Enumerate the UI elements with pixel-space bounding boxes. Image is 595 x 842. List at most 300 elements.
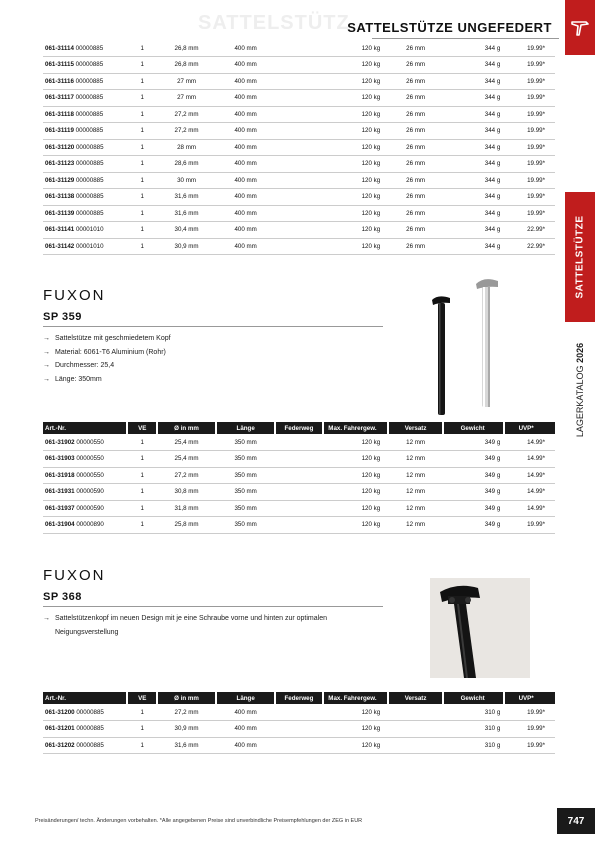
table-cell-ve: 1 bbox=[127, 484, 157, 501]
table-cell-len: 400 mm bbox=[216, 737, 275, 754]
table-cell-off: 26 mm bbox=[388, 123, 443, 140]
table-cell-fed bbox=[275, 451, 323, 468]
article-number: 061-31120 bbox=[45, 143, 75, 151]
table-row bbox=[43, 73, 555, 90]
article-number-cell bbox=[43, 434, 127, 451]
ean-code: 00000885 bbox=[75, 61, 104, 69]
table-cell-d: 26,8 mm bbox=[157, 57, 216, 74]
column-header: Gewicht bbox=[443, 422, 504, 434]
table-cell-fed bbox=[275, 500, 323, 517]
table-cell-d: 31,6 mm bbox=[157, 189, 216, 206]
table-cell-len: 350 mm bbox=[216, 484, 275, 501]
table-cell-len: 400 mm bbox=[216, 205, 275, 222]
table-cell-fed bbox=[275, 238, 323, 255]
ghost-title: SATTELSTÜTZ bbox=[198, 12, 350, 34]
article-number-cell bbox=[43, 517, 127, 534]
table-cell-fed bbox=[275, 139, 323, 156]
table-cell-p: 19.99* bbox=[504, 40, 555, 57]
article-number-cell bbox=[43, 451, 127, 468]
table-cell-fed bbox=[275, 189, 323, 206]
table-cell-p: 14.99* bbox=[504, 500, 555, 517]
column-header: Ø in mm bbox=[157, 422, 216, 434]
table-row bbox=[43, 434, 555, 451]
article-number: 061-31200 bbox=[45, 708, 75, 716]
table-cell-len: 350 mm bbox=[216, 467, 275, 484]
table-cell-w: 344 g bbox=[443, 40, 504, 57]
table-cell-w: 349 g bbox=[443, 500, 504, 517]
table-cell-max: 120 kg bbox=[323, 484, 388, 501]
article-number: 061-31201 bbox=[45, 725, 75, 733]
table-cell-w: 349 g bbox=[443, 434, 504, 451]
table-row bbox=[43, 704, 555, 721]
table-cell-fed bbox=[275, 73, 323, 90]
table-cell-off: 26 mm bbox=[388, 90, 443, 107]
column-header: Länge bbox=[216, 422, 275, 434]
table-cell-max: 120 kg bbox=[323, 189, 388, 206]
article-number: 061-31129 bbox=[45, 176, 75, 184]
article-number: 061-31119 bbox=[45, 127, 74, 135]
table-cell-max: 120 kg bbox=[323, 704, 388, 721]
table-cell-off: 26 mm bbox=[388, 73, 443, 90]
table-cell-ve: 1 bbox=[127, 737, 157, 754]
ean-code: 00000885 bbox=[75, 110, 104, 118]
table-cell-ve: 1 bbox=[127, 721, 157, 738]
article-number: 061-31142 bbox=[45, 242, 75, 250]
table-row bbox=[43, 238, 555, 255]
column-header: Federweg bbox=[275, 692, 323, 704]
table-cell-d: 31,6 mm bbox=[157, 205, 216, 222]
table-cell-max: 120 kg bbox=[323, 500, 388, 517]
seatpost-photo-black bbox=[424, 290, 464, 420]
table-cell-off: 12 mm bbox=[388, 484, 443, 501]
table-cell-len: 400 mm bbox=[216, 73, 275, 90]
table-cell-p: 19.99* bbox=[504, 57, 555, 74]
table-cell-fed bbox=[275, 704, 323, 721]
article-number-cell bbox=[43, 721, 127, 738]
table-cell-ve: 1 bbox=[127, 467, 157, 484]
table-cell-ve: 1 bbox=[127, 139, 157, 156]
table-cell-len: 400 mm bbox=[216, 106, 275, 123]
feature-list bbox=[43, 332, 171, 386]
table-cell-fed bbox=[275, 123, 323, 140]
ean-code: 00000885 bbox=[76, 708, 104, 716]
table-cell-p: 19.99* bbox=[504, 139, 555, 156]
table-row bbox=[43, 123, 555, 140]
table-cell-ve: 1 bbox=[127, 73, 157, 90]
table-cell-d: 28,6 mm bbox=[157, 156, 216, 173]
table-cell-max: 120 kg bbox=[323, 238, 388, 255]
ean-code: 00000885 bbox=[75, 94, 104, 102]
table-cell-len: 350 mm bbox=[216, 500, 275, 517]
table-cell-off: 26 mm bbox=[388, 57, 443, 74]
table-cell-w: 310 g bbox=[443, 721, 504, 738]
table-cell-d: 30,9 mm bbox=[157, 238, 216, 255]
table-cell-max: 120 kg bbox=[323, 106, 388, 123]
table-cell-w: 344 g bbox=[443, 205, 504, 222]
model-divider bbox=[43, 606, 383, 607]
table-cell-off: 12 mm bbox=[388, 517, 443, 534]
table-cell-off: 26 mm bbox=[388, 238, 443, 255]
table-cell-p: 22.99* bbox=[504, 238, 555, 255]
table-cell-max: 120 kg bbox=[323, 172, 388, 189]
table-cell-p: 19.99* bbox=[504, 704, 555, 721]
table-cell-w: 344 g bbox=[443, 222, 504, 239]
table-cell-p: 14.99* bbox=[504, 434, 555, 451]
ean-code: 00001010 bbox=[75, 226, 104, 234]
model-divider bbox=[43, 326, 383, 327]
catalog-label-text: LAGERKATALOG bbox=[575, 365, 585, 438]
table-cell-d: 27,2 mm bbox=[157, 467, 216, 484]
table-cell-d: 30,4 mm bbox=[157, 222, 216, 239]
table-cell-len: 400 mm bbox=[216, 57, 275, 74]
column-header: VE bbox=[127, 422, 157, 434]
feature-item: → Material: 6061-T6 Aluminium (Rohr) bbox=[43, 346, 171, 360]
article-number-cell bbox=[43, 238, 127, 255]
table-cell-p: 19.99* bbox=[504, 205, 555, 222]
ean-code: 00000885 bbox=[75, 44, 104, 52]
table-cell-max: 120 kg bbox=[323, 721, 388, 738]
table-cell-len: 400 mm bbox=[216, 156, 275, 173]
table-row bbox=[43, 737, 555, 754]
table-cell-p: 14.99* bbox=[504, 467, 555, 484]
article-number-cell bbox=[43, 484, 127, 501]
article-number: 061-31123 bbox=[45, 160, 75, 168]
table-cell-p: 22.99* bbox=[504, 222, 555, 239]
table-row bbox=[43, 500, 555, 517]
article-number-cell bbox=[43, 123, 127, 140]
ean-code: 00000890 bbox=[76, 521, 104, 529]
spec-table-top bbox=[43, 40, 555, 255]
table-cell-len: 400 mm bbox=[216, 238, 275, 255]
table-cell-d: 26,8 mm bbox=[157, 40, 216, 57]
title-divider bbox=[372, 38, 559, 39]
table-cell-max: 120 kg bbox=[323, 139, 388, 156]
article-number-cell bbox=[43, 156, 127, 173]
table-cell-len: 400 mm bbox=[216, 172, 275, 189]
table-cell-len: 400 mm bbox=[216, 40, 275, 57]
table-cell-max: 120 kg bbox=[323, 222, 388, 239]
table-cell-max: 120 kg bbox=[323, 40, 388, 57]
table-cell-w: 344 g bbox=[443, 238, 504, 255]
catalog-label bbox=[567, 330, 593, 450]
seatpost-icon bbox=[569, 17, 591, 39]
table-cell-max: 120 kg bbox=[323, 123, 388, 140]
ean-code: 00000550 bbox=[76, 471, 104, 479]
catalog-year: 2026 bbox=[575, 342, 585, 363]
article-number-cell bbox=[43, 106, 127, 123]
table-cell-p: 19.99* bbox=[504, 172, 555, 189]
table-cell-d: 25,4 mm bbox=[157, 434, 216, 451]
article-number: 061-31904 bbox=[45, 521, 75, 529]
table-cell-len: 350 mm bbox=[216, 517, 275, 534]
ean-code: 00000885 bbox=[75, 193, 104, 201]
ean-code: 00000590 bbox=[76, 504, 104, 512]
table-row bbox=[43, 189, 555, 206]
table-cell-p: 19.99* bbox=[504, 73, 555, 90]
table-cell-d: 28 mm bbox=[157, 139, 216, 156]
table-row bbox=[43, 205, 555, 222]
column-header: Länge bbox=[216, 692, 275, 704]
table-cell-ve: 1 bbox=[127, 238, 157, 255]
article-number-cell bbox=[43, 704, 127, 721]
ean-code: 00000885 bbox=[76, 725, 104, 733]
table-cell-fed bbox=[275, 205, 323, 222]
table-cell-d: 25,4 mm bbox=[157, 451, 216, 468]
table-cell-off: 26 mm bbox=[388, 139, 443, 156]
table-row bbox=[43, 721, 555, 738]
table-cell-d: 30,9 mm bbox=[157, 721, 216, 738]
table-cell-ve: 1 bbox=[127, 106, 157, 123]
feature-item: → Durchmesser: 25,4 bbox=[43, 359, 171, 373]
table-cell-d: 27,2 mm bbox=[157, 123, 216, 140]
table-cell-ve: 1 bbox=[127, 90, 157, 107]
table-cell-d: 30 mm bbox=[157, 172, 216, 189]
article-number: 061-31116 bbox=[45, 77, 74, 85]
article-number: 061-31114 bbox=[45, 44, 74, 52]
article-number: 061-31903 bbox=[45, 455, 75, 463]
table-cell-len: 350 mm bbox=[216, 434, 275, 451]
article-number-cell bbox=[43, 172, 127, 189]
column-header: Versatz bbox=[388, 692, 443, 704]
table-cell-w: 344 g bbox=[443, 90, 504, 107]
spec-table-sp359 bbox=[43, 422, 555, 534]
table-row bbox=[43, 90, 555, 107]
table-cell-p: 14.99* bbox=[504, 451, 555, 468]
article-number-cell bbox=[43, 500, 127, 517]
table-cell-off: 26 mm bbox=[388, 40, 443, 57]
article-number: 061-31902 bbox=[45, 438, 75, 446]
article-number: 061-31118 bbox=[45, 110, 74, 118]
table-cell-p: 19.99* bbox=[504, 737, 555, 754]
table-cell-max: 120 kg bbox=[323, 156, 388, 173]
table-cell-len: 400 mm bbox=[216, 123, 275, 140]
table-cell-max: 120 kg bbox=[323, 434, 388, 451]
category-tab-side bbox=[565, 192, 595, 322]
table-cell-w: 344 g bbox=[443, 189, 504, 206]
table-cell-w: 344 g bbox=[443, 172, 504, 189]
table-cell-ve: 1 bbox=[127, 451, 157, 468]
table-cell-p: 19.99* bbox=[504, 123, 555, 140]
spec-table-sp368 bbox=[43, 692, 555, 754]
table-row bbox=[43, 517, 555, 534]
table-row bbox=[43, 172, 555, 189]
table-row bbox=[43, 484, 555, 501]
table-cell-w: 344 g bbox=[443, 156, 504, 173]
table-cell-fed bbox=[275, 434, 323, 451]
table-row bbox=[43, 40, 555, 57]
table-cell-max: 120 kg bbox=[323, 451, 388, 468]
column-header: Ø in mm bbox=[157, 692, 216, 704]
table-cell-fed bbox=[275, 106, 323, 123]
ean-code: 00000550 bbox=[76, 438, 104, 446]
brand-logo: FUXON bbox=[43, 287, 106, 304]
article-number-cell bbox=[43, 57, 127, 74]
table-row bbox=[43, 222, 555, 239]
table-cell-fed bbox=[275, 517, 323, 534]
table-cell-off: 12 mm bbox=[388, 451, 443, 468]
table-cell-ve: 1 bbox=[127, 222, 157, 239]
table-cell-len: 400 mm bbox=[216, 189, 275, 206]
table-cell-d: 31,6 mm bbox=[157, 737, 216, 754]
article-number: 061-31117 bbox=[45, 94, 74, 102]
table-cell-w: 349 g bbox=[443, 451, 504, 468]
column-header: UVP* bbox=[504, 692, 555, 704]
table-cell-len: 400 mm bbox=[216, 222, 275, 239]
table-cell-len: 400 mm bbox=[216, 139, 275, 156]
ean-code: 00000885 bbox=[75, 77, 104, 85]
model-title: SP 368 bbox=[43, 591, 82, 603]
page-title: SATTELSTÜTZE UNGEFEDERT bbox=[347, 20, 552, 35]
article-number-cell bbox=[43, 205, 127, 222]
table-cell-max: 120 kg bbox=[323, 205, 388, 222]
table-cell-w: 349 g bbox=[443, 467, 504, 484]
feature-item: → Sattelstützenkopf im neuen Design mit je eine Schraube vorne und hinten zur optimalen Neigungsverstellung bbox=[43, 612, 373, 639]
ean-code: 00000885 bbox=[75, 176, 104, 184]
brand-logo: FUXON bbox=[43, 567, 106, 584]
table-cell-p: 14.99* bbox=[504, 484, 555, 501]
feature-item: → Sattelstütze mit geschmiedetem Kopf bbox=[43, 332, 171, 346]
table-cell-off: 26 mm bbox=[388, 189, 443, 206]
article-number: 061-31937 bbox=[45, 504, 75, 512]
table-cell-fed bbox=[275, 721, 323, 738]
column-header: Versatz bbox=[388, 422, 443, 434]
table-row bbox=[43, 139, 555, 156]
table-cell-max: 120 kg bbox=[323, 90, 388, 107]
article-number-cell bbox=[43, 139, 127, 156]
article-number-cell bbox=[43, 737, 127, 754]
model-title: SP 359 bbox=[43, 311, 82, 323]
seatpost-photo-sp368 bbox=[430, 578, 530, 678]
table-cell-d: 27 mm bbox=[157, 90, 216, 107]
ean-code: 00000885 bbox=[75, 160, 104, 168]
article-number: 061-31918 bbox=[45, 471, 75, 479]
table-cell-off: 26 mm bbox=[388, 222, 443, 239]
table-cell-d: 31,8 mm bbox=[157, 500, 216, 517]
table-cell-p: 19.99* bbox=[504, 517, 555, 534]
table-cell-fed bbox=[275, 172, 323, 189]
table-cell-off: 12 mm bbox=[388, 467, 443, 484]
column-header: Federweg bbox=[275, 422, 323, 434]
ean-code: 00000885 bbox=[75, 209, 104, 217]
table-cell-len: 400 mm bbox=[216, 704, 275, 721]
table-row bbox=[43, 451, 555, 468]
article-number: 061-31115 bbox=[45, 61, 74, 69]
table-cell-d: 27,2 mm bbox=[157, 106, 216, 123]
article-number: 061-31931 bbox=[45, 488, 75, 496]
ean-code: 00001010 bbox=[75, 242, 104, 250]
table-cell-off: 12 mm bbox=[388, 434, 443, 451]
table-cell-ve: 1 bbox=[127, 500, 157, 517]
table-cell-fed bbox=[275, 156, 323, 173]
table-cell-len: 400 mm bbox=[216, 721, 275, 738]
table-cell-off bbox=[388, 704, 443, 721]
table-cell-d: 25,8 mm bbox=[157, 517, 216, 534]
table-cell-d: 27 mm bbox=[157, 73, 216, 90]
column-header: Max. Fahrergew. bbox=[323, 422, 388, 434]
table-cell-off: 26 mm bbox=[388, 172, 443, 189]
table-cell-fed bbox=[275, 90, 323, 107]
table-cell-w: 344 g bbox=[443, 57, 504, 74]
table-cell-fed bbox=[275, 57, 323, 74]
table-cell-fed bbox=[275, 737, 323, 754]
article-number-cell bbox=[43, 73, 127, 90]
table-cell-ve: 1 bbox=[127, 57, 157, 74]
article-number: 061-31141 bbox=[45, 226, 75, 234]
table-cell-ve: 1 bbox=[127, 40, 157, 57]
table-cell-max: 120 kg bbox=[323, 73, 388, 90]
article-number-cell bbox=[43, 90, 127, 107]
table-cell-fed bbox=[275, 40, 323, 57]
table-cell-off bbox=[388, 721, 443, 738]
table-cell-ve: 1 bbox=[127, 205, 157, 222]
table-cell-w: 344 g bbox=[443, 106, 504, 123]
column-header: Max. Fahrergew. bbox=[323, 692, 388, 704]
table-cell-max: 120 kg bbox=[323, 467, 388, 484]
article-number: 061-31139 bbox=[45, 209, 75, 217]
table-cell-w: 344 g bbox=[443, 139, 504, 156]
table-cell-ve: 1 bbox=[127, 517, 157, 534]
table-row bbox=[43, 467, 555, 484]
page-number: 747 bbox=[557, 808, 595, 834]
table-cell-p: 19.99* bbox=[504, 106, 555, 123]
table-cell-max: 120 kg bbox=[323, 737, 388, 754]
table-cell-len: 350 mm bbox=[216, 451, 275, 468]
category-tab-top bbox=[565, 0, 595, 55]
table-cell-p: 19.99* bbox=[504, 156, 555, 173]
seatpost-photo-silver bbox=[468, 272, 508, 412]
column-header: UVP* bbox=[504, 422, 555, 434]
column-header: Gewicht bbox=[443, 692, 504, 704]
table-cell-off: 26 mm bbox=[388, 156, 443, 173]
table-cell-ve: 1 bbox=[127, 156, 157, 173]
feature-item: → Länge: 350mm bbox=[43, 373, 171, 387]
table-cell-d: 30,8 mm bbox=[157, 484, 216, 501]
ean-code: 00000590 bbox=[76, 488, 104, 496]
ean-code: 00000550 bbox=[76, 455, 104, 463]
table-cell-ve: 1 bbox=[127, 189, 157, 206]
table-cell-d: 27,2 mm bbox=[157, 704, 216, 721]
table-cell-off: 26 mm bbox=[388, 205, 443, 222]
article-number-cell bbox=[43, 222, 127, 239]
table-cell-max: 120 kg bbox=[323, 57, 388, 74]
footer-disclaimer: Preisänderungen/ techn. Änderungen vorbehalten. *Alle angegebenen Preise sind unverbindliche Preisempfehlungen der ZEG in EUR bbox=[35, 818, 363, 824]
table-cell-p: 19.99* bbox=[504, 189, 555, 206]
table-cell-p: 19.99* bbox=[504, 90, 555, 107]
ean-code: 00000885 bbox=[75, 143, 104, 151]
table-cell-w: 344 g bbox=[443, 123, 504, 140]
table-cell-fed bbox=[275, 484, 323, 501]
table-cell-ve: 1 bbox=[127, 123, 157, 140]
article-number-cell bbox=[43, 467, 127, 484]
category-tab-label: SATTELSTÜTZE bbox=[574, 215, 586, 299]
table-cell-len: 400 mm bbox=[216, 90, 275, 107]
article-number-cell bbox=[43, 189, 127, 206]
table-cell-ve: 1 bbox=[127, 434, 157, 451]
table-cell-off: 12 mm bbox=[388, 500, 443, 517]
table-cell-w: 310 g bbox=[443, 737, 504, 754]
table-cell-w: 310 g bbox=[443, 704, 504, 721]
table-cell-w: 349 g bbox=[443, 484, 504, 501]
ean-code: 00000885 bbox=[76, 741, 104, 749]
table-cell-off: 26 mm bbox=[388, 106, 443, 123]
article-number-cell bbox=[43, 40, 127, 57]
feature-list bbox=[43, 612, 373, 639]
table-cell-max: 120 kg bbox=[323, 517, 388, 534]
table-cell-w: 344 g bbox=[443, 73, 504, 90]
table-row bbox=[43, 156, 555, 173]
article-number: 061-31202 bbox=[45, 741, 75, 749]
table-row bbox=[43, 106, 555, 123]
